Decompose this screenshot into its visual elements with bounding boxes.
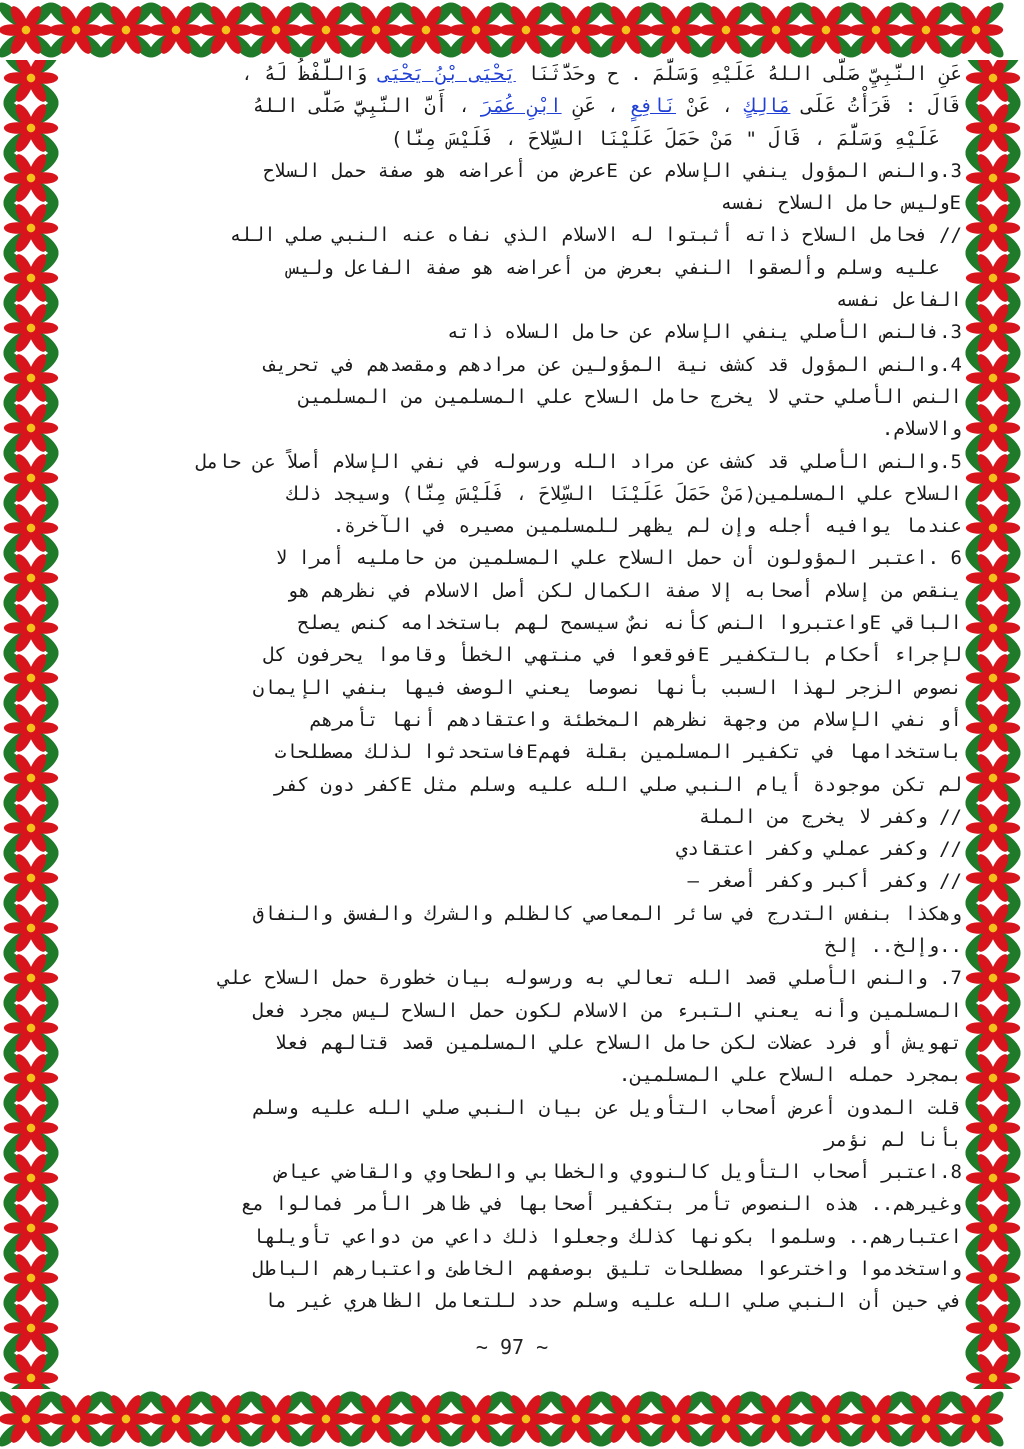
poinsettia-border-left [0, 60, 62, 1389]
text-line: الفاعل نفسه [836, 289, 962, 312]
text-line: 3.والنص المؤول ينفي الإسلام عن Eعرض من أعراضه هو صفة حمل السلاح [263, 159, 962, 182]
poinsettia-icon [545, 1389, 607, 1449]
hadith-segment: ، أَنَّ النَّبِيَّ صَلَّى اللهُ [252, 95, 482, 118]
poinsettia-icon [545, 0, 607, 60]
poinsettia-icon [445, 1389, 507, 1449]
text-line: 8.اعتبر أصحاب التأويل كالنووي والخطابي والطحاوي والقاضي عياض [275, 1161, 962, 1184]
text-line: نصوص الزجر لهذا السبب بأنها نصوصا يعني الوصف فيها بنفي الإيمان [252, 676, 962, 699]
poinsettia-icon [0, 647, 62, 709]
poinsettia-icon [345, 0, 407, 60]
poinsettia-icon [0, 1147, 62, 1209]
poinsettia-icon [962, 797, 1024, 859]
text-line: باستخدامها في تكفير المسلمين بقلة فهمEفاستحدثوا لذلك مصطلحات [274, 741, 962, 764]
text-line: بأنا لم نؤمر [824, 1128, 962, 1151]
poinsettia-icon [0, 997, 62, 1059]
poinsettia-icon [962, 197, 1024, 259]
poinsettia-icon [962, 847, 1024, 909]
poinsettia-icon [962, 997, 1024, 1059]
poinsettia-icon [645, 0, 707, 60]
poinsettia-icon [0, 797, 62, 859]
narrator-link-yahya[interactable]: يَحْيَى بْنُ يَحْيَى [378, 63, 516, 85]
hadith-segment: وَاللَّفْظُ لَهُ ، [241, 63, 379, 85]
text-line: في حين أن النبي صلي الله عليه وسلم حدد للتعامل الظاهري غير ما [264, 1290, 962, 1313]
text-line: أو نفي الإسلام من وجهة نظرهم المخطئة واعتقادهم أنها تأمرهم [309, 708, 962, 731]
poinsettia-icon [395, 0, 457, 60]
text-line: عَلَيْهِ وَسَلَّمَ ، قَالَ " مَنْ حَمَلَ عَلَيْنَا السِّلاحَ ، فَلَيْسَ مِنَّا) [390, 127, 940, 150]
poinsettia-icon [962, 1197, 1024, 1259]
text-line: المسلمين وأنه يعني التبرء من الاسلام لكون حمل السلاح ليس مجرد فعل [252, 999, 962, 1022]
poinsettia-icon [962, 1047, 1024, 1109]
poinsettia-icon [45, 1389, 107, 1449]
poinsettia-icon [0, 297, 62, 359]
poinsettia-icon [962, 1247, 1024, 1309]
poinsettia-icon [845, 1389, 907, 1449]
poinsettia-icon [345, 1389, 407, 1449]
poinsettia-icon [962, 697, 1024, 759]
poinsettia-icon [145, 1389, 207, 1449]
text-line: وغيرهم.. هذه النصوص تأمر بتكفير أصحابها في ظاهر الأمر فمالوا مع [241, 1193, 962, 1216]
poinsettia-icon [962, 147, 1024, 209]
poinsettia-icon [745, 0, 807, 60]
poinsettia-icon [0, 1097, 62, 1159]
poinsettia-icon [962, 1097, 1024, 1159]
poinsettia-icon [0, 247, 62, 309]
narrator-link-malik[interactable]: مَالِكٍ [744, 95, 791, 118]
poinsettia-icon [945, 1389, 1007, 1449]
text-line: النص الأصلي حتي لا يخرج حامل السلاح علي المسلمين من المسلمين [298, 385, 962, 408]
poinsettia-icon [0, 597, 62, 659]
poinsettia-icon [745, 1389, 807, 1449]
poinsettia-icon [0, 897, 62, 959]
poinsettia-icon [962, 247, 1024, 309]
poinsettia-icon [295, 0, 357, 60]
hadith-segment: ، عَنْ [676, 95, 745, 118]
text-line: تهويش أو فرد عضلات لكن حامل السلاح علي المسلمين قصد قتالهم فعلا [275, 1031, 962, 1054]
poinsettia-icon [0, 847, 62, 909]
text-line [66, 58, 962, 90]
hadith-segment: عَنِ النَّبِيِّ صَلَّى اللهُ عَلَيْهِ وَسَلَّمَ . ح وحَدَّثَنَا [515, 63, 962, 85]
poinsettia-border-bottom [0, 1389, 1024, 1449]
poinsettia-icon [445, 0, 507, 60]
poinsettia-icon [0, 447, 62, 509]
poinsettia-icon [962, 397, 1024, 459]
text-line: // وكفر عملي وكفر اعتقادي [676, 838, 962, 861]
poinsettia-icon [695, 1389, 757, 1449]
text-line: // وكفر لا يخرج من الملة [698, 805, 962, 828]
poinsettia-icon [895, 1389, 957, 1449]
poinsettia-icon [962, 647, 1024, 709]
poinsettia-icon [962, 347, 1024, 409]
poinsettia-icon [962, 297, 1024, 359]
poinsettia-icon [895, 0, 957, 60]
poinsettia-icon [495, 1389, 557, 1449]
poinsettia-icon [495, 0, 557, 60]
text-line: ..وإلخ.. إلخ [824, 935, 962, 958]
text-line: // وكفر أكبر وكفر أصغر – [687, 870, 962, 893]
poinsettia-icon [0, 1389, 57, 1449]
poinsettia-icon [795, 0, 857, 60]
text-line: Eوليس حامل السلاح نفسه [720, 192, 962, 215]
text-line: لإجراء أحكام بالتكفير Eفوقعوا في منتهي الخطأ وقاموا يحرفون كل [263, 644, 962, 667]
text-line: 3.فالنص الأصلي ينفي الإسلام عن حامل السلاه ذاته [447, 321, 962, 344]
poinsettia-icon [0, 197, 62, 259]
poinsettia-icon [0, 1047, 62, 1109]
narrator-link-nafi[interactable]: نَافِعٍ [630, 95, 676, 118]
poinsettia-icon [962, 597, 1024, 659]
poinsettia-icon [962, 1147, 1024, 1209]
text-line: ينقص من إسلام أصحابه إلا صفة الكمال لكن أصل الاسلام في نظرهم هو [287, 579, 962, 602]
poinsettia-icon [0, 97, 62, 159]
text-line: الباقي Eواعتبروا النص كأنه نصٌ سيسمح لهم باستخدامه كنص يصلح [297, 612, 962, 635]
poinsettia-icon [195, 1389, 257, 1449]
text-line: لم تكن موجودة أيام النبي صلي الله عليه وسلم مثل Eكفر دون كفر [274, 773, 962, 796]
poinsettia-icon [595, 1389, 657, 1449]
poinsettia-icon [795, 1389, 857, 1449]
poinsettia-icon [0, 0, 57, 60]
poinsettia-icon [95, 1389, 157, 1449]
poinsettia-icon [195, 0, 257, 60]
text-line: والاسلام. [881, 418, 962, 441]
poinsettia-icon [962, 547, 1024, 609]
poinsettia-icon [395, 1389, 457, 1449]
poinsettia-icon [0, 147, 62, 209]
text-line: // فحامل السلاح ذاته أثبتوا له الاسلام الذي نفاه عنه النبي صلي الله [229, 224, 962, 247]
poinsettia-icon [845, 0, 907, 60]
text-line: قلت المدون أعرض أصحاب التأويل عن بيان النبي صلي الله عليه وسلم [252, 1096, 962, 1119]
page-number: ~ 97 ~ [475, 1335, 549, 1359]
poinsettia-icon [145, 0, 207, 60]
text-lines [66, 123, 962, 1318]
poinsettia-icon [0, 1197, 62, 1259]
text-line: عندما يوافيه أجله وإن لم يظهر للمسلمين مصيره في الآخرة. [332, 515, 962, 538]
poinsettia-icon [0, 547, 62, 609]
poinsettia-icon [0, 1247, 62, 1309]
text-line: واستخدموا واخترعوا مصطلحات تليق بوصفهم الخاطئ واعتبارهم الباطل [252, 1257, 962, 1280]
text-line: 7. والنص الأصلي قصد الله تعالي به ورسوله بيان خطورة حمل السلاح علي [218, 967, 962, 990]
hadith-segment: قَالَ : قَرَأْتُ عَلَى [790, 95, 962, 118]
poinsettia-icon [0, 497, 62, 559]
text-line [66, 90, 962, 122]
text-line: 5.والنص الأصلي قد كشف عن مراد الله ورسوله في نفي الإسلام أصلاً عن حامل [195, 450, 962, 473]
hadith-segment: ، عَنِ [561, 95, 631, 118]
text-line: اعتبارهم.. وسلموا بكونها كذلك وجعلوا ذلك داعي من دواعي تأويلها [252, 1225, 962, 1248]
document-body [66, 58, 962, 1358]
poinsettia-border-right [962, 60, 1024, 1389]
poinsettia-icon [45, 0, 107, 60]
poinsettia-icon [95, 0, 157, 60]
text-line: وهكذا بنفس التدرج في سائر المعاصي كالظلم والشرك والفسق والنفاق [252, 902, 962, 925]
text-line: السلاح علي المسلمين(مَنْ حَمَلَ عَلَيْنَا السِّلاحَ ، فَلَيْسَ مِنَّا) وسيجد ذلك [287, 482, 962, 505]
poinsettia-icon [962, 747, 1024, 809]
poinsettia-icon [962, 447, 1024, 509]
poinsettia-icon [0, 347, 62, 409]
poinsettia-icon [0, 947, 62, 1009]
poinsettia-icon [945, 0, 1007, 60]
poinsettia-border-top [0, 0, 1024, 60]
poinsettia-icon [245, 1389, 307, 1449]
poinsettia-icon [645, 1389, 707, 1449]
text-line: 4.والنص المؤول قد كشف نية المؤولين عن مرادهم ومقصدهم في تحريف [264, 353, 962, 376]
poinsettia-icon [962, 947, 1024, 1009]
text-line: 6 .اعتبر المؤولون أن حمل السلاح علي المسلمين من حامليه أمرا لا [275, 547, 962, 570]
text-line: بمجرد حمله السلاح علي المسلمين. [618, 1064, 962, 1087]
poinsettia-icon [0, 697, 62, 759]
poinsettia-icon [962, 97, 1024, 159]
text-line: عليه وسلم وألصقوا النفي بعرض من أعراضه هو صفة الفاعل وليس [287, 256, 940, 279]
poinsettia-icon [0, 747, 62, 809]
poinsettia-icon [295, 1389, 357, 1449]
poinsettia-icon [595, 0, 657, 60]
poinsettia-icon [0, 397, 62, 459]
poinsettia-icon [695, 0, 757, 60]
poinsettia-icon [962, 497, 1024, 559]
poinsettia-icon [962, 897, 1024, 959]
poinsettia-icon [245, 0, 307, 60]
narrator-link-ibn-umar[interactable]: ابْنِ عُمَرَ [481, 95, 562, 118]
